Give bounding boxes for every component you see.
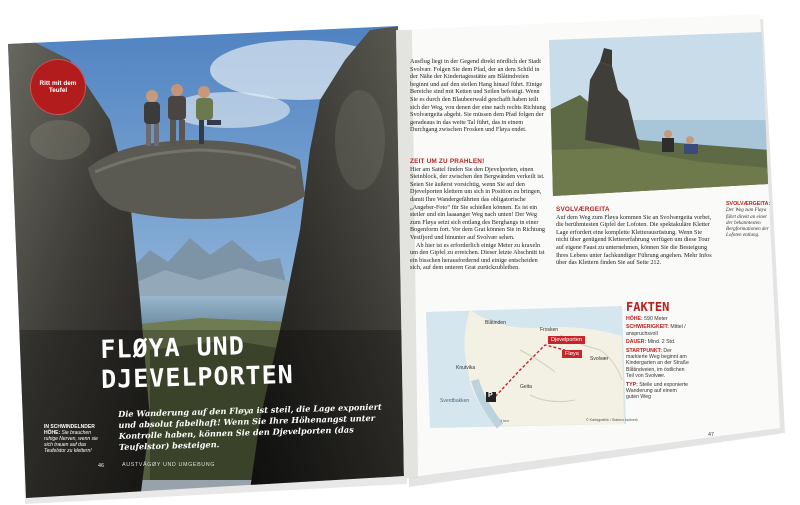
- page-number-right: 47: [708, 432, 714, 438]
- fact-label: HÖHE:: [626, 316, 643, 322]
- title-line-2: DJEVELPORTEN: [100, 359, 295, 394]
- map-label-blatinden: Blåtinden: [485, 320, 506, 326]
- side-note-body: Der Weg zum Fløya führt direkt an einer der bekanntesten Bergformationen der Lofoten entlang.: [726, 207, 769, 239]
- map-copyright: © Kartagrafikk / Statens kartverk: [586, 418, 638, 422]
- fact-difficulty: [626, 324, 690, 337]
- fact-label: DAUER:: [626, 339, 647, 346]
- map-label-svolvaer: Svolvær: [590, 356, 609, 362]
- section-body-brag-2: Ab hier ist es erforderlich einige Meter zu kraxeln um den Gipfel zu erreichen. Dieser letzte Abschnitt ist ein bisschen herausfordernd und einige entscheiden sich, auf dem unteren Grat zurückzubleiben.: [410, 241, 545, 272]
- fact-value: Mittel / anspruchsvoll: [626, 324, 686, 337]
- fact-start: [626, 348, 690, 380]
- fact-value: Der markierte Weg beginnt am Kindergarten an der Straße Blåtindveien, im östlichen Teil von Svolvær.: [626, 347, 689, 380]
- map-label-djevelporten: Djevelporten: [548, 336, 585, 344]
- fact-height: [626, 316, 690, 322]
- fact-label: STARTPUNKT:: [626, 347, 662, 354]
- map-label-knutvika: Knutvika: [456, 365, 476, 371]
- section-body-svolvaergeita: Auf dem Weg zum Fløya kommen Sie an Svolværgeita vorbei, die berühmtesten Gipfel der Lofoten. Die spektakuläre Kletter Lage erfordert eine komplette Kletterausrüstung. Wenn Sie nicht über genügend Klettererfahrung verfügen um diese Tour auf eigene Faust zu unternehmen, können Sie die Besteigung Ihres Lebens unter fachkundiger Führung angehen. Mehr Infos über das Klettern finden Sie auf Seite 212.: [556, 213, 712, 267]
- section-heading-brag: ZEIT UM ZU PRAHLEN!: [410, 158, 485, 165]
- fact-value: Steile und exponierte Wanderung auf einem guten Weg: [626, 381, 689, 401]
- parking-icon: P: [488, 392, 493, 399]
- lead-paragraph: Die Wanderung auf den Fløya ist steil, die Lage exponiert und absolut fabelhaft! Wenn Sie Ihre Höhenangst unter Kontrolle haben, können Sie den Djevelporten (das Teufelstor) besteigen.: [118, 401, 382, 452]
- section-heading-svolvaergeita: SVOLVÆRGEITA: [556, 206, 610, 213]
- facts-title: FAKTEN: [626, 300, 670, 314]
- map-label-geita: Geita: [520, 384, 532, 390]
- map-scale: 1 km: [500, 418, 509, 423]
- fact-duration: [626, 339, 690, 345]
- map-label-floya: Fløya: [562, 350, 582, 358]
- section-brag: [410, 158, 546, 272]
- page-number-left: 46: [98, 463, 104, 469]
- page-footer: AUSTVÅGØY UND UMGEBUNG: [122, 462, 216, 468]
- section-body-brag: Hier am Sattel finden Sie den Djevelporten, einen Steinblock, der zwischen den Bergwänden verkeilt ist. Seien Sie äußerst vorsichtig, wenn Sie auf den Djevelporten klettern um sich in Position zu bringen, damit Ihre Wandergefährten das obligatorische „Angeber-Foto“ für Sie schießen können. Es ist ein steiler und ein laaaanger Weg nach unten! Der Weg zum Fløya setzt sich entlang des Berghangs in einer Bogenform fort. Vor dem Grat können Sie in Richtung Vestfjord und hinunter auf Svolvær sehen.: [410, 165, 546, 241]
- caption-body: Sie brauchen ruhige Nerven, wenn sie sich trauen auf das Teufelstor zu klettern!: [44, 430, 98, 454]
- photo-side-note: [726, 201, 770, 239]
- fact-value: Mind. 2 Std.: [647, 339, 676, 346]
- section-svolvaergeita: [556, 206, 712, 267]
- fact-type: [626, 382, 690, 401]
- svolvaergeita-photo: [545, 30, 770, 200]
- facts-box: [626, 300, 690, 401]
- title-line-1: FLØYA UND: [100, 331, 246, 364]
- side-note-heading: SVOLVÆRGEITA:: [726, 201, 771, 207]
- fact-label: TYP:: [626, 381, 638, 388]
- fact-value: 590 Meter: [644, 316, 668, 322]
- map-label-sverdbakken: Sverdbakken: [440, 398, 470, 404]
- map-label-frosken: Frosken: [540, 327, 559, 333]
- badge-text: Ritt mit dem Teufel: [39, 80, 77, 94]
- caption-heading: IN SCHWINDELNDER HÖHE:: [44, 424, 95, 436]
- fact-label: SCHWIERIGKEIT:: [626, 324, 669, 331]
- intro-paragraph: Ausflug liegt in der Gegend direkt nördlich der Stadt Svolvær. Folgen Sie dem Pfad, der an dem Schild in der Nähe der Kindertagesstätte am Blåtindveien beginnt und auf den steilen Hang hinauf führt. Einige Bereiche sind mit Ketten und Seilen befestigt. Wenn Sie es durch den Blaubeerwald geschafft haben teilt sich der Weg, von denen der eine nach rechts Richtung Svolværgeita abgeht. Sie müssen dem Pfad folgen der geradeaus in das weite Tal führt, das in einem Durchgang zwischen Frosken und Fløya endet.: [410, 58, 546, 134]
